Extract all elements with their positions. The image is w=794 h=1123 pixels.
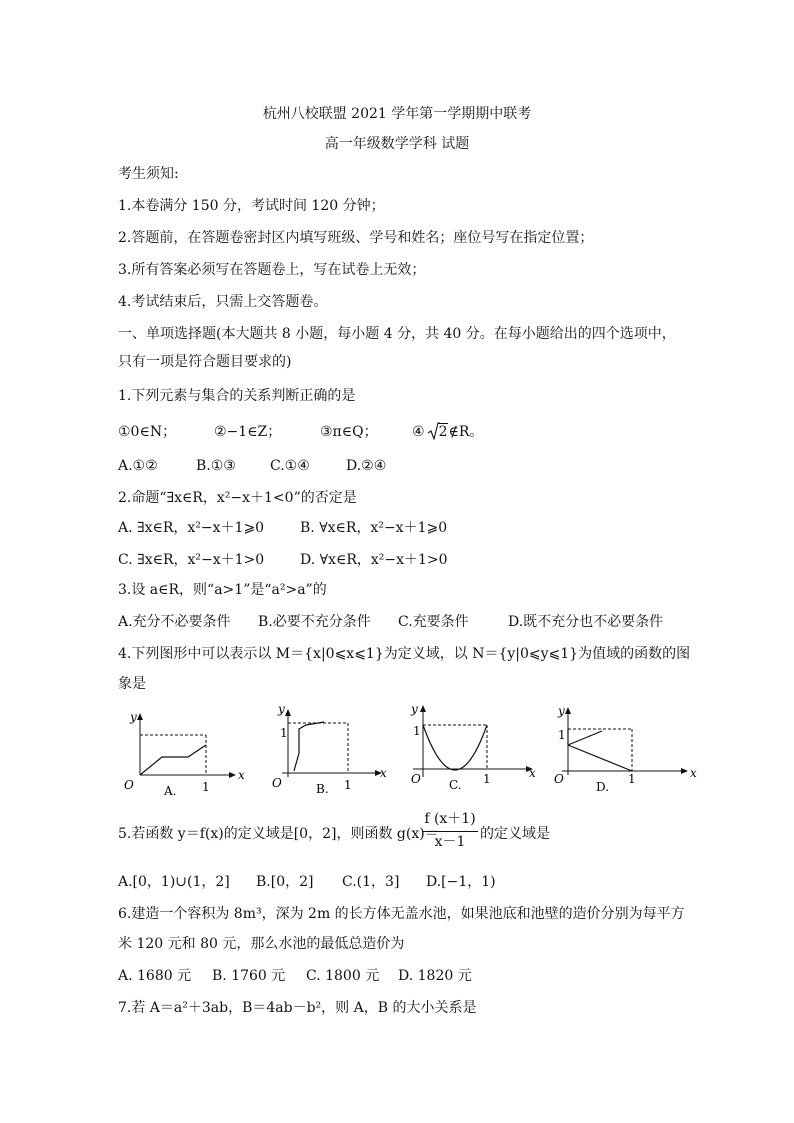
q2-option-a: A. ∃x∈R，x²−x＋1⩾0 <box>118 520 265 536</box>
q1-item-1: ①0∈N； <box>118 424 177 440</box>
notice-heading: 考生须知: <box>118 166 179 182</box>
graph-c-label: C. <box>449 778 462 792</box>
q5-numerator: f (x＋1) <box>424 811 476 827</box>
question-1-stem: 1.下列元素与集合的关系判断正确的是 <box>118 388 356 404</box>
question-3-stem: 3.设 a∈R，则“a>1”是“a²>a”的 <box>118 582 327 598</box>
graph-a-y-label: y <box>130 710 137 724</box>
question-5-stem-end: 的定义域是 <box>480 826 550 842</box>
q6-option-b: B. 1760 元 <box>212 968 286 984</box>
sqrt-radicand: 2 <box>438 424 448 440</box>
q5-fraction <box>418 810 482 852</box>
radical-sign-icon <box>428 422 440 440</box>
question-4-stem: 4.下列图形中可以表示以 M＝{x|0⩽x⩽1}为定义域，以 N＝{y|0⩽y⩽1}为值域的函数的图 <box>118 646 691 662</box>
sqrt-icon <box>428 422 449 442</box>
q2-option-b: B. ∀x∈R，x²−x＋1⩾0 <box>300 520 448 536</box>
q3-option-a: A.充分不必要条件 <box>118 614 231 630</box>
notice-item: 1.本卷满分 150 分，考试时间 120 分钟； <box>118 198 385 214</box>
q1-item-4 <box>412 422 483 442</box>
graph-c-one-y: 1 <box>413 724 421 738</box>
notice-item: 3.所有答案必须写在答题卷上，写在试卷上无效； <box>118 262 426 278</box>
q5-option-a: A.[0，1)∪(1，2] <box>118 874 230 890</box>
q1-item-4-rel: ∉R。 <box>448 424 484 440</box>
q2-option-d: D. ∀x∈R，x²−x＋1>0 <box>300 552 448 568</box>
q6-option-c: C. 1800 元 <box>306 968 380 984</box>
graph-a-one-x: 1 <box>202 780 210 794</box>
q2-option-c: C. ∃x∈R，x²−x＋1>0 <box>118 552 265 568</box>
question-5-stem: 5.若函数 y＝f(x)的定义域是[0，2]，则函数 g(x)＝ <box>118 826 439 842</box>
graph-d <box>552 705 702 800</box>
graph-c-y-label: y <box>411 705 418 716</box>
q1-option-a: A.①② <box>118 458 158 474</box>
notice-item: 4.考试结束后，只需上交答题卷。 <box>118 294 328 310</box>
q6-option-a: A. 1680 元 <box>118 968 192 984</box>
q1-item-2: ②−1∈Z； <box>214 424 282 440</box>
q5-option-c: C.(1，3] <box>342 874 400 890</box>
notice-item: 2.答题前，在答题卷密封区内填写班级、学号和姓名；座位号写在指定位置； <box>118 230 594 246</box>
graph-b-one-y: 1 <box>280 726 288 740</box>
q5-denominator: x－1 <box>434 834 466 850</box>
graph-a <box>118 705 258 800</box>
graph-d-label: D. <box>596 780 610 794</box>
question-6-stem: 6.建造一个容积为 8m³，深为 2m 的长方体无盖水池，如果池底和池壁的造价分别为每平方 <box>118 906 685 922</box>
q1-option-b: B.①③ <box>196 458 236 474</box>
graph-c-one-x: 1 <box>483 772 491 786</box>
q5-option-d: D.[−1，1) <box>426 874 496 890</box>
graph-c-x-label: x <box>529 766 536 780</box>
page-subtitle: 高一年级数学学科 试题 <box>324 136 470 152</box>
graph-b-y-label: y <box>278 705 285 716</box>
graph-d-one-x: 1 <box>628 772 636 786</box>
graph-c-origin: O <box>411 772 421 786</box>
graph-b-x-label: x <box>380 766 387 780</box>
q5-option-b: B.[0，2] <box>256 874 314 890</box>
graph-b-origin: O <box>272 776 282 790</box>
question-2-stem: 2.命题“∃x∈R，x²−x＋1<0”的否定是 <box>118 490 357 506</box>
page-title: 杭州八校联盟 2021 学年第一学期期中联考 <box>262 106 532 122</box>
graph-d-y-label: y <box>558 705 565 718</box>
section-heading: 一、单项选择题(本大题共 8 小题，每小题 4 分，共 40 分。在每小题给出的四个选项中， <box>118 326 676 342</box>
graph-d-one-y: 1 <box>558 728 566 742</box>
q1-option-c: C.①④ <box>270 458 310 474</box>
question-6-stem-cont: 米 120 元和 80 元，那么水池的最低总造价为 <box>118 936 405 952</box>
graph-a-x-label: x <box>238 768 245 782</box>
q3-option-b: B.必要不充分条件 <box>258 614 371 630</box>
q6-option-d: D. 1820 元 <box>398 968 472 984</box>
q1-option-d: D.②④ <box>346 458 387 474</box>
section-heading-cont: 只有一项是符合题目要求的) <box>118 354 292 370</box>
graph-b <box>270 705 390 800</box>
question-7-stem: 7.若 A＝a²＋3ab，B＝4ab－b²，则 A，B 的大小关系是 <box>118 1000 477 1016</box>
graph-d-origin: O <box>554 772 564 786</box>
q3-option-c: C.充要条件 <box>398 614 469 630</box>
graph-c <box>405 705 545 800</box>
graph-b-label: B. <box>316 782 329 796</box>
graph-b-one-x: 1 <box>344 778 352 792</box>
q1-item-4-label: ④ <box>412 424 425 440</box>
question-4-stem-cont: 象是 <box>118 676 146 692</box>
graph-d-x-label: x <box>690 766 697 780</box>
q3-option-d: D.既不充分也不必要条件 <box>508 614 664 630</box>
graph-a-origin: O <box>124 778 134 792</box>
graph-a-label: A. <box>164 784 177 798</box>
q1-item-3: ③π∈Q； <box>320 424 378 440</box>
